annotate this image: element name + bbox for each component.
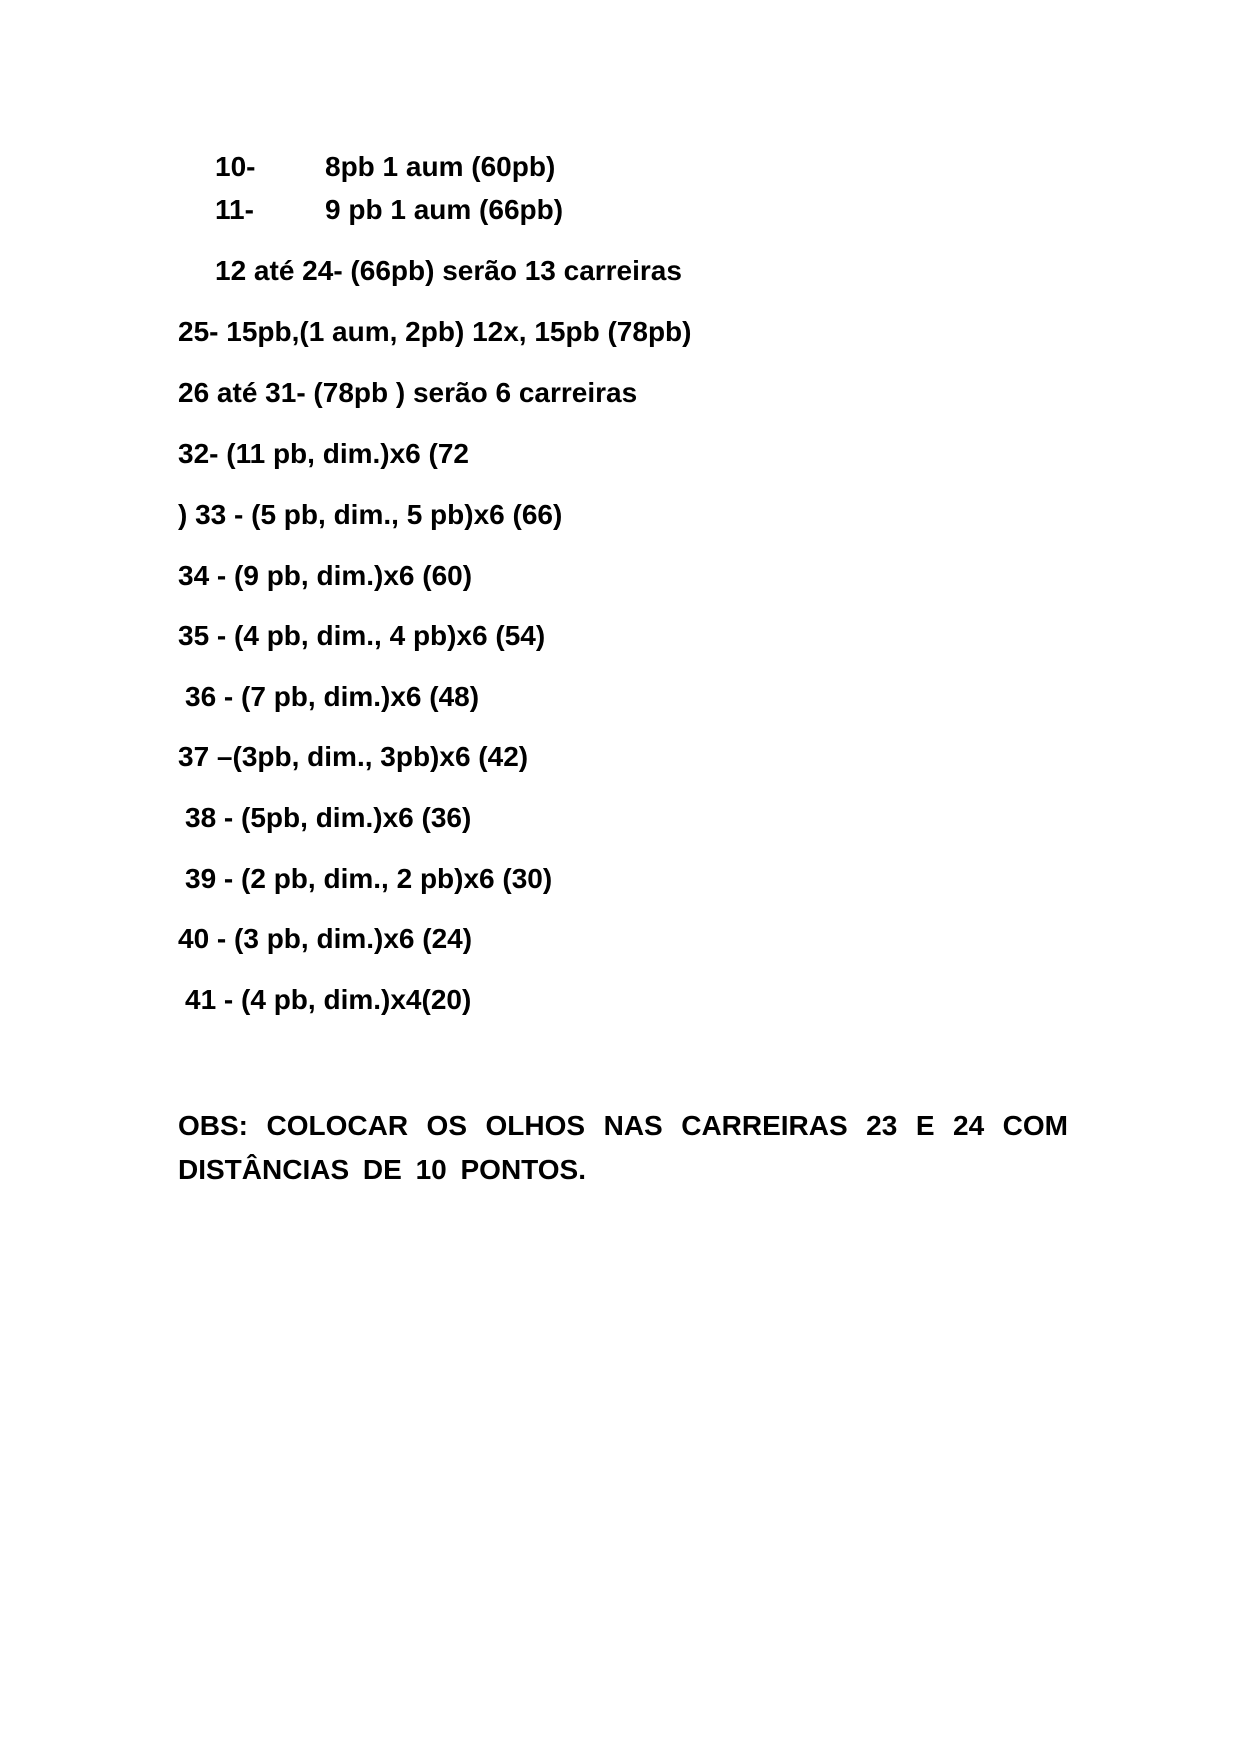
row-11-number: 11- (215, 194, 254, 225)
row-33-text: ) 33 - (5 pb, dim., 5 pb)x6 (66) (178, 499, 563, 530)
row-32-text: 32- (11 pb, dim.)x6 (72 (178, 438, 469, 469)
row-36-text: 36 - (7 pb, dim.)x6 (48) (185, 681, 480, 712)
row-26-text: 26 até 31- (78pb ) serão 6 carreiras (178, 377, 638, 408)
row-10-text: 8pb 1 aum (60pb) (325, 151, 556, 182)
row-37-text: 37 –(3pb, dim., 3pb)x6 (42) (178, 741, 529, 772)
row-12-text: 12 até 24- (66pb) serão 13 carreiras (215, 255, 682, 286)
row-39-text: 39 - (2 pb, dim., 2 pb)x6 (30) (185, 863, 553, 894)
row-34-text: 34 - (9 pb, dim.)x6 (60) (178, 560, 473, 591)
row-40-text: 40 - (3 pb, dim.)x6 (24) (178, 923, 473, 954)
row-25-text: 25- 15pb,(1 aum, 2pb) 12x, 15pb (78pb) (178, 316, 692, 347)
observation-note: OBS: COLOCAR OS OLHOS NAS CARREIRAS 23 E 24 COM DISTÂNCIAS DE 10 PONTOS. (178, 1110, 1068, 1185)
row-10-number: 10- (215, 151, 256, 182)
row-35-text: 35 - (4 pb, dim., 4 pb)x6 (54) (178, 620, 546, 651)
row-11-text: 9 pb 1 aum (66pb) (325, 194, 564, 225)
row-41-text: 41 - (4 pb, dim.)x4(20) (185, 984, 472, 1015)
row-38-text: 38 - (5pb, dim.)x6 (36) (185, 802, 472, 833)
